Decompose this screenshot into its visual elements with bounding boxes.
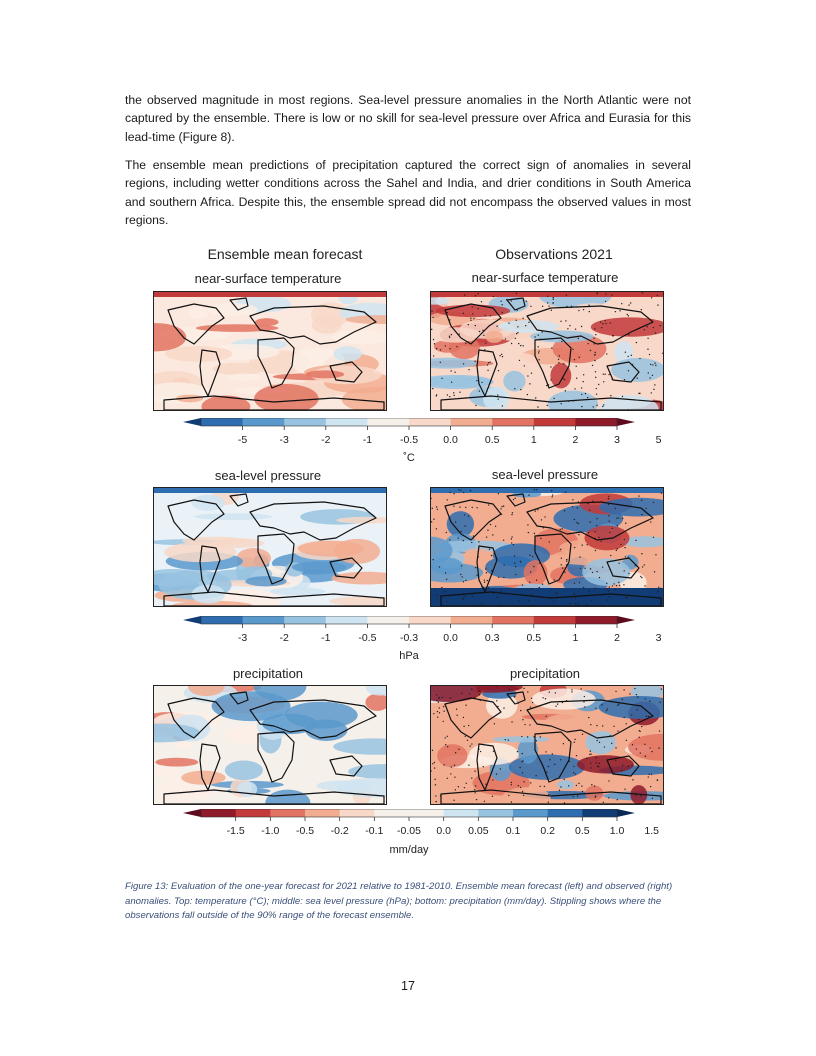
colorbar-tick-label: 0.2 <box>540 825 555 837</box>
colorbar-tick-label: 1.5 <box>644 825 659 837</box>
map-precip-observed <box>430 685 664 805</box>
map-slp-observed <box>430 487 664 607</box>
colorbar-tick-label: 2 <box>572 434 579 446</box>
colorbar-tick-label: 0.5 <box>484 434 500 446</box>
map-title-precip-forecast: precipitation <box>232 666 304 681</box>
body-paragraph-2: The ensemble mean predictions of precipitation captured the correct sign of anomalies in several regions, including wetter conditions across the Sahel and India, and drier conditions in South America and southern Africa. Despite this, the ensemble spread did not encompass the observed values in most regions. <box>125 158 691 227</box>
colorbar-tick-label: -1.0 <box>261 825 280 837</box>
colorbar-tick-label: -2 <box>279 632 289 644</box>
column-heading-forecast: Ensemble mean forecast <box>207 246 363 262</box>
colorbar-tick-label: -1.5 <box>226 825 245 837</box>
colorbar-precipitation <box>183 809 659 843</box>
colorbar-tick-label: 0.0 <box>436 825 451 837</box>
colorbar-tick-label: 3 <box>655 632 662 644</box>
map-title-precip-observed: precipitation <box>509 666 581 681</box>
colorbar-tick-label: 5 <box>655 434 662 446</box>
colorbar-tick-label: 0.1 <box>505 825 521 837</box>
colorbar-unit-precipitation: mm/day <box>389 844 429 856</box>
map-title-temp-observed: near-surface temperature <box>471 270 619 285</box>
colorbar-temperature <box>183 418 662 452</box>
figure-13 <box>125 240 691 860</box>
colorbar-tick-label: 2 <box>614 632 620 644</box>
colorbar-tick-label: 0.05 <box>468 825 489 837</box>
colorbar-tick-label: -0.5 <box>295 825 315 837</box>
map-slp-forecast <box>153 487 387 607</box>
colorbar-tick-label: 0.5 <box>575 825 590 837</box>
colorbar-slp <box>183 616 662 650</box>
colorbar-tick-label: -3 <box>279 434 289 446</box>
colorbar-tick-label: -0.1 <box>365 825 384 837</box>
page-number: 17 <box>401 979 415 993</box>
colorbar-tick-label: -0.3 <box>399 632 419 644</box>
colorbar-tick-label: -2 <box>321 434 331 446</box>
colorbar-tick-label: 1 <box>572 632 579 644</box>
colorbar-tick-label: 3 <box>614 434 620 446</box>
map-title-temp-forecast: near-surface temperature <box>194 271 342 286</box>
colorbar-unit-temperature: ˚C <box>403 452 415 464</box>
map-title-slp-forecast: sea-level pressure <box>214 468 322 483</box>
map-precip-forecast <box>153 685 387 805</box>
colorbar-unit-slp: hPa <box>399 650 419 662</box>
colorbar-tick-label: -1 <box>321 632 331 644</box>
map-temp-observed <box>430 291 664 411</box>
colorbar-tick-label: -0.5 <box>399 434 419 446</box>
figure-caption: Figure 13: Evaluation of the one-year forecast for 2021 relative to 1981-2010. Ensemble mean forecast (left) and observed (right) anomalies. Top: temperature (°C); middle: sea level pressure (hPa); bottom: precipitation (mm/day). Stippling shows where the observations fall outside of the 90% range of the forecast ensemble. <box>125 881 673 921</box>
map-title-slp-observed: sea-level pressure <box>491 467 599 482</box>
colorbar-tick-label: -0.05 <box>397 825 421 837</box>
column-heading-observations: Observations 2021 <box>495 246 613 262</box>
colorbar-tick-label: 1 <box>530 434 537 446</box>
colorbar-tick-label: -5 <box>237 434 248 446</box>
colorbar-tick-label: 1.0 <box>609 825 625 837</box>
colorbar-tick-label: 0.0 <box>443 632 458 644</box>
colorbar-tick-label: 0.3 <box>484 632 500 644</box>
body-paragraph-1: the observed magnitude in most regions. Sea-level pressure anomalies in the North Atlantic were not captured by the ensemble. There is low or no skill for sea-level pressure over Africa and Eurasia for this lead-time (Figure 8). <box>125 93 691 144</box>
colorbar-tick-label: -0.2 <box>330 825 349 837</box>
colorbar-tick-label: -0.5 <box>358 632 377 644</box>
colorbar-tick-label: 0.0 <box>443 434 458 446</box>
colorbar-tick-label: 0.5 <box>526 632 542 644</box>
map-temp-forecast <box>153 291 387 411</box>
colorbar-tick-label: -1 <box>362 434 373 446</box>
colorbar-tick-label: -3 <box>237 632 248 644</box>
